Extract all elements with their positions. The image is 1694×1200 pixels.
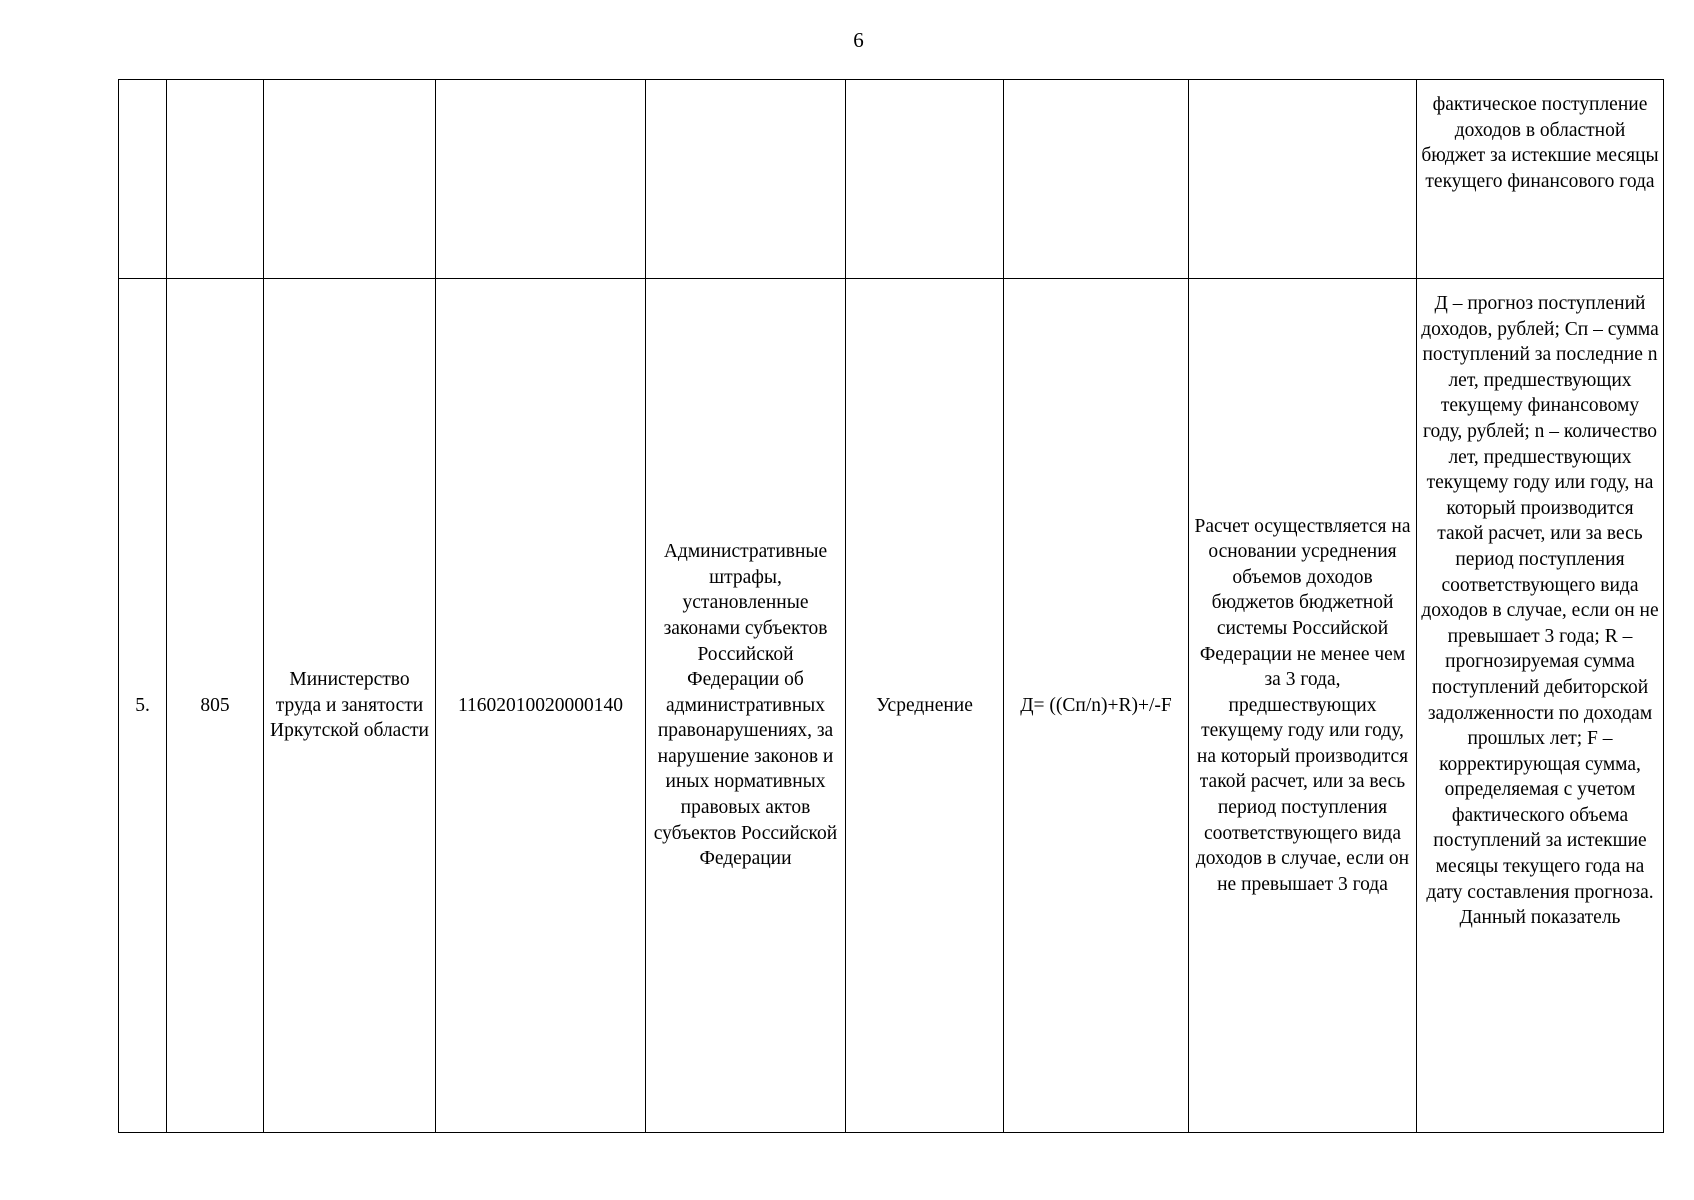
cell-administrator (264, 80, 436, 279)
kbk-code: 11602010020000140 (457, 694, 624, 716)
cell-number (119, 80, 167, 279)
revenue-forecast-table (118, 79, 1664, 1133)
cell-indicators (1417, 80, 1664, 279)
row-number: 5. (135, 694, 150, 716)
cell-kbk-code (436, 279, 646, 1133)
cell-formula (1004, 279, 1189, 1133)
admin-code: 805 (200, 694, 230, 716)
calculation-algorithm: Расчет осуществляется на основании усреднения объемов доходов бюджетов бюджетной системы Российской Федерации не менее чем за 3 года, предшествующих текущему году или году, на который производится такой расчет, или за весь период поступления соответствующего вида доходов в случае, если он не превышает 3 года (1194, 515, 1411, 895)
cell-formula (1004, 80, 1189, 279)
page-number: 6 (853, 28, 864, 52)
indicators-continued-text: фактическое поступление доходов в областной бюджет за истекшие месяцы текущего финансового года (1421, 94, 1659, 192)
cell-number (119, 279, 167, 1133)
cell-algorithm (1189, 80, 1417, 279)
cell-algorithm (1189, 279, 1417, 1133)
revenue-name: Административные штрафы, установленные законами субъектов Российской Федерации об административных правонарушениях, за нарушение законов и иных нормативных правовых актов субъектов Российской Федерации (653, 541, 838, 870)
cell-method (846, 279, 1004, 1133)
administrator-name: Министерство труда и занятости Иркутской области (270, 669, 429, 742)
cell-revenue-name (646, 279, 846, 1133)
table-row-5 (119, 279, 1664, 1133)
forecast-method: Усреднение (876, 694, 973, 716)
cell-indicators (1417, 279, 1664, 1133)
cell-revenue-name (646, 80, 846, 279)
forecast-formula: Д= ((Сп/n)+R)+/-F (1020, 694, 1172, 716)
table-row-continued (119, 80, 1664, 279)
cell-admin-code (167, 279, 264, 1133)
indicators-description: Д – прогноз поступлений доходов, рублей; Сп – сумма поступлений за последние n лет, предшествующих текущему финансовому году, рублей; n – количество лет, предшествующих текущему году или году, на который производится такой расчет, или за весь период поступления соответствующего вида доходов в случае, если он не превышает 3 года; R – прогнозируемая сумма поступлений дебиторской задолженности по доходам прошлых лет; F – корректирующая сумма, определяемая с учетом фактического объема поступлений за истекшие месяцы текущего года на дату составления прогноза. Данный показатель (1421, 293, 1659, 929)
cell-admin-code (167, 80, 264, 279)
cell-kbk-code (436, 80, 646, 279)
cell-method (846, 80, 1004, 279)
cell-administrator (264, 279, 436, 1133)
